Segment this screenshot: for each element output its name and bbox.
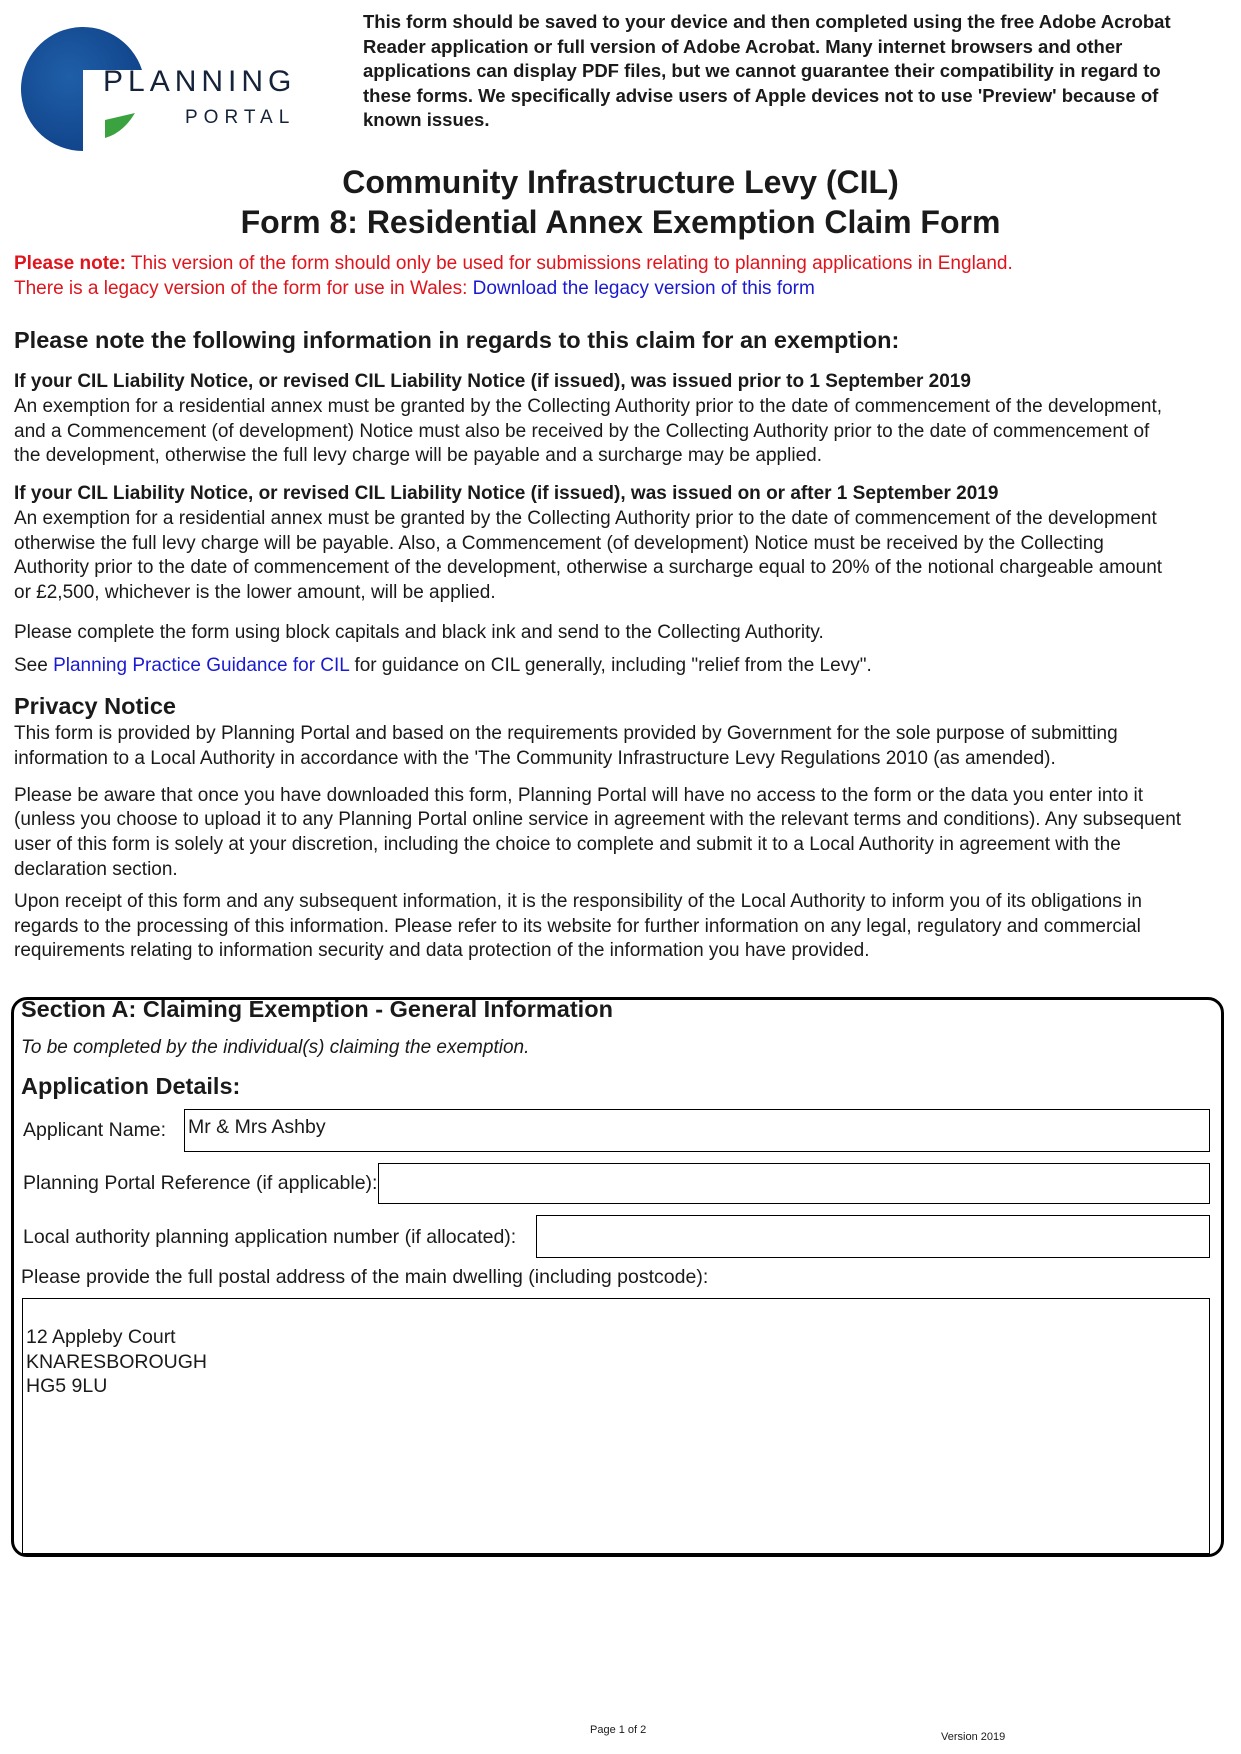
- page-title: [0, 162, 1241, 242]
- paragraph-line: or £2,500, whichever is the lower amount, will be applied.: [14, 582, 496, 604]
- planning-portal-reference-field[interactable]: [378, 1163, 1210, 1204]
- version-note: [14, 252, 1013, 301]
- paragraph-line: and a Commencement (of development) Notice must also be received by the Collecting Authority prior to the date of commencement of: [14, 420, 1150, 442]
- application-details-heading: Application Details:: [21, 1073, 241, 1099]
- intro-line: these forms. We specifically advise users of Apple devices not to use 'Preview' because of: [363, 84, 1159, 106]
- version-label: Version 2019: [941, 1731, 1006, 1743]
- paragraph-line: declaration section.: [14, 858, 178, 880]
- paragraph-line: Authority prior to the date of commencement of the development, otherwise a surcharge equal to 20% of the notional chargeable amount: [14, 557, 1163, 579]
- address-line: 12 Appleby Court: [26, 1326, 176, 1348]
- see-prefix: See: [14, 655, 54, 676]
- guidance-link[interactable]: Planning Practice Guidance for CIL: [53, 655, 350, 676]
- paragraph-line: regards to the processing of this information. Please refer to its website for further information on any legal, regulatory and commercial: [14, 915, 1141, 937]
- paragraph-line: (unless you choose to upload it to any Planning Portal online service in agreement with the relevant terms and conditions). Any subsequent: [14, 809, 1182, 831]
- section-a-title: Section A: Claiming Exemption - General Information: [21, 996, 613, 1022]
- guidance-line: [14, 654, 872, 679]
- address-label: Please provide the full postal address of the main dwelling (including postcode):: [21, 1266, 709, 1288]
- paragraph-line: An exemption for a residential annex must be granted by the Collecting Authority prior to the date of commencement of the development,: [14, 395, 1163, 417]
- complete-instructions: [14, 621, 824, 646]
- la-application-number-field[interactable]: [536, 1215, 1210, 1258]
- paragraph-line: requirements relating to information security and data protection of the information you have provided.: [14, 940, 870, 962]
- intro-line: applications can display PDF files, but we cannot guarantee their compatibility in regard to: [363, 60, 1161, 82]
- info-heading-block: [14, 328, 899, 353]
- after-2019-section: [14, 482, 1162, 606]
- note-text: This version of the form should only be used for submissions relating to planning applications in England.: [125, 253, 1013, 274]
- page-number: Page 1 of 2: [590, 1724, 647, 1736]
- title-line-1: Community Infrastructure Levy (CIL): [342, 164, 899, 200]
- address-line: HG5 9LU: [26, 1375, 108, 1398]
- intro-line: known issues.: [363, 109, 490, 131]
- section-a-subtitle: To be completed by the individual(s) claiming the exemption.: [21, 1037, 530, 1058]
- address-line: KNARESBOROUGH: [26, 1350, 207, 1373]
- paragraph-line: the development, otherwise the full levy charge will be payable and a surcharge may be applied.: [14, 445, 822, 467]
- paragraph-line: Please be aware that once you have downloaded this form, Planning Portal will have no access to the form or the data you enter into it: [14, 784, 1144, 806]
- applicant-name-field[interactable]: Mr & Mrs Ashby: [184, 1109, 1210, 1152]
- la-application-number-label: Local authority planning application number (if allocated):: [23, 1226, 517, 1248]
- intro-line: This form should be saved to your device and then completed using the free Adobe Acrobat: [363, 11, 1171, 32]
- see-suffix: for guidance on CIL generally, including "relief from the Levy".: [349, 655, 872, 676]
- paragraph-line: An exemption for a residential annex must be granted by the Collecting Authority prior to the date of commencement of the development: [14, 507, 1157, 529]
- after-heading: If your CIL Liability Notice, or revised CIL Liability Notice (if issued), was issued on or after 1 September 2019: [14, 483, 999, 504]
- intro-notice: [363, 10, 1223, 133]
- prior-2019-section: [14, 370, 1162, 469]
- info-heading: Please note the following information in regards to this claim for an exemption:: [14, 327, 900, 353]
- privacy-notice: [14, 690, 1181, 964]
- paragraph-line: information to a Local Authority in accordance with the 'The Community Infrastructure Levy Regulations 2010 (as amended).: [14, 747, 1056, 769]
- paragraph-line: This form is provided by Planning Portal and based on the requirements provided by Government for the sole purpose of submitting: [14, 723, 1118, 744]
- note-text-wales: There is a legacy version of the form for use in Wales:: [14, 277, 473, 299]
- address-field[interactable]: [22, 1298, 1210, 1554]
- complete-text: Please complete the form using block capitals and black ink and send to the Collecting Authority.: [14, 622, 824, 643]
- paragraph-line: otherwise the full levy charge will be payable. Also, a Commencement (of development) Notice must be received by the Collecting: [14, 532, 1104, 554]
- prior-heading: If your CIL Liability Notice, or revised CIL Liability Notice (if issued), was issued prior to 1 September 2019: [14, 371, 971, 392]
- intro-line: Reader application or full version of Adobe Acrobat. Many internet browsers and other: [363, 35, 1123, 57]
- title-line-2: Form 8: Residential Annex Exemption Claim Form: [240, 204, 1001, 240]
- paragraph-line: Upon receipt of this form and any subsequent information, it is the responsibility of the Local Authority to inform you of its obligations in: [14, 890, 1142, 912]
- applicant-name-label: Applicant Name:: [23, 1119, 167, 1141]
- planning-portal-reference-label: Planning Portal Reference (if applicable):: [23, 1172, 378, 1194]
- note-label: Please note:: [14, 253, 126, 274]
- paragraph-line: user of this form is solely at your discretion, including the choice to complete and submit it to a Local Authority in agreement with the: [14, 834, 1121, 856]
- legacy-form-link[interactable]: Download the legacy version of this form: [472, 277, 815, 299]
- logo-text-portal: PORTAL: [185, 107, 296, 128]
- planning-portal-logo: [17, 17, 302, 151]
- logo-text-planning: PLANNING: [103, 65, 297, 98]
- privacy-heading: Privacy Notice: [14, 693, 176, 719]
